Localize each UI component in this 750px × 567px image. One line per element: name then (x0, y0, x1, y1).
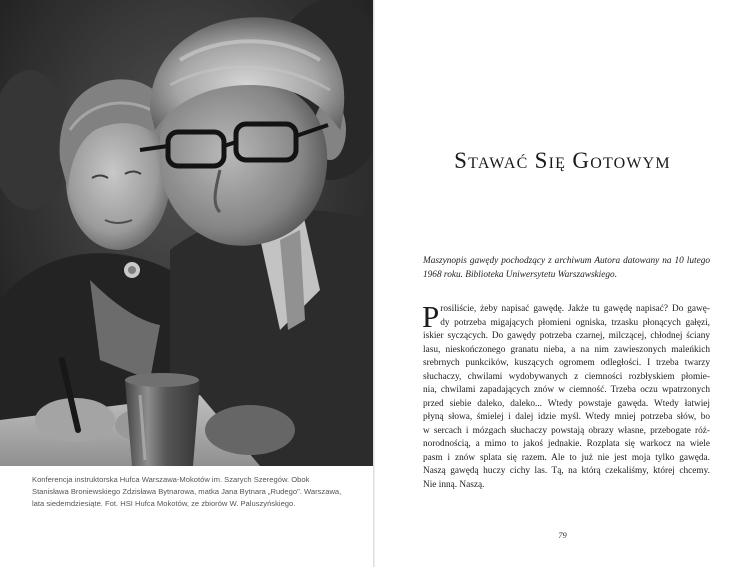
body-paragraph (422, 299, 710, 492)
photo-caption: Konferencja instruktorska Hufca Warszawa-Mokotów im. Szarych Szeregów. Obok Stanisława Broniewskiego Zdzisława Bytnarowa, matka Jana Bytnara „Rudego". Warszawa, lata siedemdziesiąte. Fot. HSI Hufca Mokotów, ze zbiorów W. Paluszyńskiego. (32, 475, 342, 508)
text-line: pasm i znów splata się razem. Ale to już nie jest moja tylko gawęda. (423, 452, 710, 463)
text-line: lasu, nieskończonego granatu nieba, a na nim zawieszonych maleńkich (423, 344, 710, 355)
text-line: srebrnych punkcików, kuszących ogromem odległości. I trzeba twarzy (423, 358, 710, 368)
text-line: nia, chwilami zapadających znów w ciemność. Trzeba oczu wpatrzonych (423, 385, 710, 395)
text-line: dy potrzeba migających płomieni ogniska, trzasku płonących gałęzi, (440, 317, 710, 328)
archival-photograph (0, 0, 374, 466)
text-line: norodnością, a mimo to jakoś jednakie. Rozplata się warkocz na wiele (423, 439, 710, 449)
text-line: Naszą gawędą huczy cichy las. Tą, na którą czekaliśmy, której chcemy. (423, 466, 710, 476)
gaweda-body-text (422, 299, 710, 492)
right-page (375, 0, 750, 567)
text-line: słuchaczy, chwilami wydobywanych z ciemności rozbłyskiem płomie- (423, 371, 710, 382)
drop-cap: P (422, 299, 440, 334)
page-number: 79 (558, 530, 567, 540)
text-line: w sercach i mózgach słuchaczy powstają obrazy własne, przebogate róż- (423, 425, 710, 436)
text-line: przed siebie daleko, daleko... Wtedy powstaje gawęda. Wtedy łatwiej (423, 398, 710, 409)
source-note: Maszynopis gawędy pochodzący z archiwum Autora datowany na 10 lutego 1968 roku. Biblioteka Uniwersytetu Warszawskiego. (423, 256, 710, 280)
left-page (0, 0, 374, 567)
photograph-image (0, 0, 374, 466)
text-line: iskier syczących. Do gawędy potrzeba czarnej, milczącej, chłodnej ściany (423, 331, 710, 341)
text-line: płyną słowa, śmielej i dalej idzie myśl. Wtedy mniej potrzeba słów, bo (423, 412, 710, 422)
chapter-title: STAWAĆ SIĘ GOTOWYM (454, 148, 671, 173)
text-line: Nie inną. Naszą. (423, 479, 485, 490)
text-line: rosiliście, żeby napisać gawędę. Jakże tu gawędę napisać? Do gawę- (440, 304, 710, 314)
